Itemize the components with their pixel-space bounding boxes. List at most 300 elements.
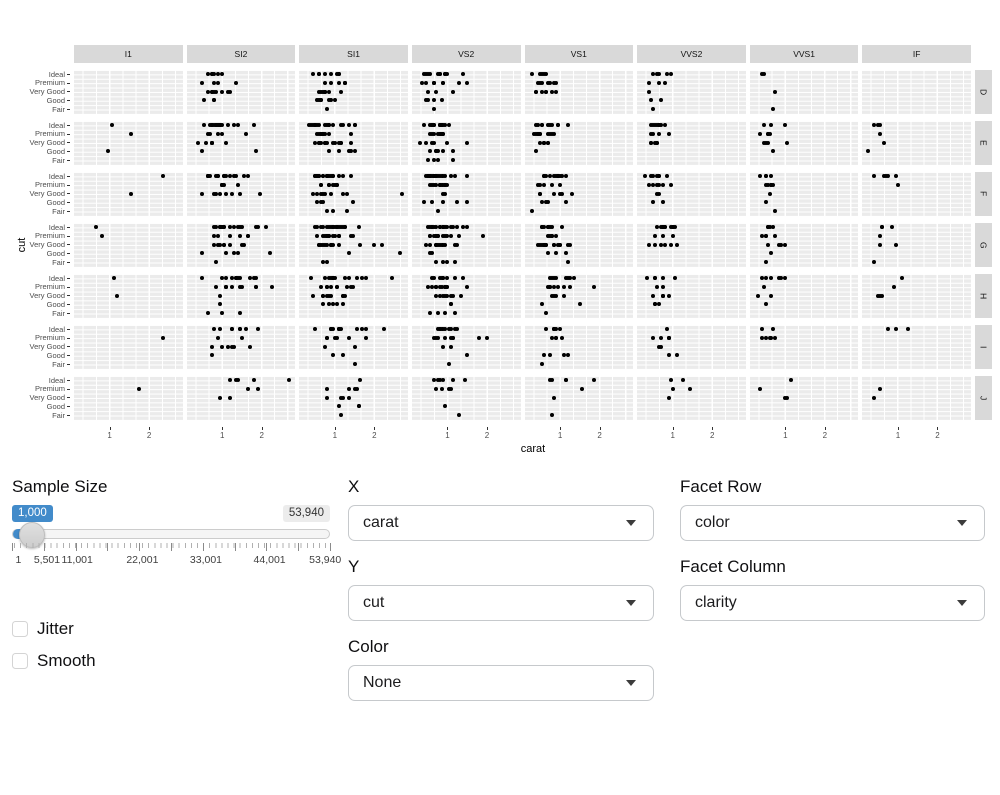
- data-point: [317, 123, 321, 127]
- data-point: [445, 260, 449, 264]
- facet-row-strip: J: [975, 376, 992, 420]
- color-select[interactable]: [348, 665, 654, 701]
- data-point: [651, 336, 655, 340]
- data-point: [327, 123, 331, 127]
- data-point: [449, 387, 453, 391]
- data-point: [564, 378, 568, 382]
- y-tick-label: Good: [8, 402, 70, 411]
- data-point: [236, 251, 240, 255]
- facet-row-select[interactable]: [680, 505, 985, 541]
- data-point: [441, 378, 445, 382]
- data-point: [534, 149, 538, 153]
- x-axis-tick: [222, 427, 223, 430]
- facet-panel-D-SI1: [299, 70, 408, 114]
- data-point: [358, 243, 362, 247]
- data-point: [364, 336, 368, 340]
- data-point: [449, 345, 453, 349]
- data-point: [329, 81, 333, 85]
- data-point: [657, 345, 661, 349]
- data-point: [432, 225, 436, 229]
- data-point: [544, 243, 548, 247]
- y-axis-title: cut: [16, 237, 28, 253]
- data-point: [534, 132, 538, 136]
- facet-panel-F-SI2: [187, 172, 296, 216]
- data-point: [234, 174, 238, 178]
- data-point: [657, 183, 661, 187]
- data-point: [436, 243, 440, 247]
- y-tick-label: Fair: [8, 156, 70, 165]
- data-point: [434, 294, 438, 298]
- x-axis-tick: [560, 427, 561, 430]
- y-tick-label: Ideal: [8, 274, 70, 283]
- data-point: [789, 378, 793, 382]
- data-point: [333, 141, 337, 145]
- data-point: [216, 174, 220, 178]
- data-point: [220, 276, 224, 280]
- y-tick-label: Ideal: [8, 172, 70, 181]
- slider-major-tick: [298, 543, 299, 551]
- facet-panel-D-SI2: [187, 70, 296, 114]
- data-point: [337, 243, 341, 247]
- data-point: [230, 327, 234, 331]
- data-point: [760, 327, 764, 331]
- x-tick-label: 1: [783, 431, 788, 440]
- facet-panel-H-VVS1: [750, 274, 859, 318]
- data-point: [333, 276, 337, 280]
- data-point: [465, 174, 469, 178]
- facet-panel-J-VS1: [525, 376, 634, 420]
- data-point: [580, 387, 584, 391]
- slider-column: [12, 477, 342, 683]
- data-point: [441, 200, 445, 204]
- data-point: [246, 387, 250, 391]
- data-point: [451, 90, 455, 94]
- data-point: [206, 132, 210, 136]
- data-point: [343, 294, 347, 298]
- data-point: [230, 345, 234, 349]
- data-point: [542, 183, 546, 187]
- data-point: [355, 276, 359, 280]
- facet-panel-E-VVS1: [750, 121, 859, 165]
- data-point: [540, 123, 544, 127]
- data-point: [434, 387, 438, 391]
- data-point: [880, 294, 884, 298]
- data-point: [773, 209, 777, 213]
- chevron-down-icon: [957, 600, 967, 606]
- x-tick-label: 2: [146, 431, 152, 440]
- data-point: [240, 336, 244, 340]
- data-point: [438, 225, 442, 229]
- y-axis-tick-labels: [8, 274, 70, 318]
- facet-panel-J-SI2: [187, 376, 296, 420]
- data-point: [432, 107, 436, 111]
- y-tick-label: Fair: [8, 411, 70, 420]
- facet-panel-D-VVS1: [750, 70, 859, 114]
- x-tick-label: 1: [670, 431, 675, 440]
- slider-major-tick: [76, 543, 77, 551]
- facet-panel-I-VVS1: [750, 325, 859, 369]
- data-point: [335, 183, 339, 187]
- facet-column-strip: VS1: [525, 45, 634, 63]
- slider-tick-label: 44,001: [253, 554, 286, 566]
- data-point: [647, 90, 651, 94]
- data-point: [226, 345, 230, 349]
- data-point: [441, 149, 445, 153]
- data-point: [238, 327, 242, 331]
- data-point: [331, 174, 335, 178]
- data-point: [238, 311, 242, 315]
- x-axis-tick: [110, 427, 111, 430]
- facet-panel-E-SI2: [187, 121, 296, 165]
- data-point: [270, 285, 274, 289]
- data-point: [453, 276, 457, 280]
- data-point: [137, 387, 141, 391]
- jitter-checkbox[interactable]: [12, 621, 28, 637]
- data-point: [424, 243, 428, 247]
- x-axis-tick: [262, 427, 263, 430]
- data-point: [240, 285, 244, 289]
- data-point: [560, 174, 564, 178]
- facet-row-select-label: Facet Row: [680, 477, 762, 496]
- facet-panel-I-IF: [862, 325, 971, 369]
- data-point: [220, 345, 224, 349]
- data-point: [240, 243, 244, 247]
- facet-panel-J-IF: [862, 376, 971, 420]
- data-point: [443, 72, 447, 76]
- data-point: [548, 353, 552, 357]
- facet-panel-H-SI2: [187, 274, 296, 318]
- data-point: [347, 387, 351, 391]
- data-point: [665, 327, 669, 331]
- x-axis: [412, 427, 521, 442]
- data-point: [358, 378, 362, 382]
- data-point: [323, 276, 327, 280]
- data-point: [347, 276, 351, 280]
- slider-tick-label: 53,940: [309, 554, 342, 566]
- data-point: [554, 336, 558, 340]
- data-point: [451, 225, 455, 229]
- data-point: [212, 225, 216, 229]
- data-point: [550, 294, 554, 298]
- facet-panel-I-VS2: [412, 325, 521, 369]
- data-point: [398, 251, 402, 255]
- data-point: [327, 149, 331, 153]
- data-point: [570, 192, 574, 196]
- data-point: [327, 294, 331, 298]
- data-point: [445, 225, 449, 229]
- facet-panel-E-VS2: [412, 121, 521, 165]
- data-point: [890, 225, 894, 229]
- data-point: [872, 174, 876, 178]
- jitter-checkbox-label[interactable]: Jitter: [37, 619, 74, 638]
- data-point: [882, 141, 886, 145]
- data-point: [550, 90, 554, 94]
- data-point: [321, 90, 325, 94]
- slider-track[interactable]: [12, 529, 330, 539]
- x-select-value: carat: [363, 514, 399, 531]
- data-point: [353, 387, 357, 391]
- data-point: [647, 183, 651, 187]
- data-point: [311, 72, 315, 76]
- data-point: [202, 98, 206, 102]
- x-axis: [525, 427, 634, 442]
- data-point: [242, 174, 246, 178]
- x-tick-label: 1: [557, 431, 563, 440]
- data-point: [424, 98, 428, 102]
- data-point: [353, 345, 357, 349]
- y-tick-label: Very Good: [8, 241, 70, 250]
- y-tick-label: Fair: [8, 258, 70, 267]
- data-point: [465, 285, 469, 289]
- facet-panel-J-VVS2: [637, 376, 746, 420]
- data-point: [441, 183, 445, 187]
- data-point: [766, 243, 770, 247]
- data-point: [349, 132, 353, 136]
- data-point: [252, 378, 256, 382]
- y-tick-label: Fair: [8, 207, 70, 216]
- data-point: [345, 285, 349, 289]
- data-point: [218, 396, 222, 400]
- sample-size-slider[interactable]: [12, 505, 342, 581]
- data-point: [228, 378, 232, 382]
- data-point: [372, 243, 376, 247]
- data-point: [226, 90, 230, 94]
- data-point: [321, 302, 325, 306]
- data-point: [232, 251, 236, 255]
- y-axis-tick-labels: [8, 325, 70, 369]
- data-point: [246, 234, 250, 238]
- data-point: [325, 336, 329, 340]
- data-point: [564, 174, 568, 178]
- data-point: [655, 192, 659, 196]
- data-point: [329, 243, 333, 247]
- data-point: [540, 81, 544, 85]
- slider-tick-label: 33,001: [189, 554, 223, 566]
- data-point: [771, 149, 775, 153]
- data-point: [538, 132, 542, 136]
- data-point: [382, 327, 386, 331]
- data-point: [337, 234, 341, 238]
- data-point: [220, 225, 224, 229]
- data-point: [438, 123, 442, 127]
- data-point: [645, 276, 649, 280]
- controls-panel: [12, 477, 1000, 717]
- data-point: [542, 174, 546, 178]
- data-point: [554, 294, 558, 298]
- x-axis: [74, 427, 183, 442]
- data-point: [200, 251, 204, 255]
- facet-panel-D-VS1: [525, 70, 634, 114]
- data-point: [542, 353, 546, 357]
- data-point: [661, 285, 665, 289]
- data-point: [204, 141, 208, 145]
- data-point: [546, 132, 550, 136]
- x-axis: [750, 427, 859, 442]
- data-point: [218, 302, 222, 306]
- data-point: [651, 132, 655, 136]
- data-point: [325, 396, 329, 400]
- data-point: [465, 353, 469, 357]
- data-point: [550, 234, 554, 238]
- data-point: [325, 107, 329, 111]
- y-axis-tick-labels: [8, 70, 70, 114]
- data-point: [643, 174, 647, 178]
- data-point: [649, 98, 653, 102]
- x-tick-label: 1: [332, 431, 338, 440]
- data-point: [200, 276, 204, 280]
- data-point: [335, 285, 339, 289]
- smooth-checkbox-label[interactable]: Smooth: [37, 651, 96, 670]
- data-point: [400, 192, 404, 196]
- x-select[interactable]: [348, 505, 654, 541]
- data-point: [647, 243, 651, 247]
- slider-major-tick: [107, 543, 108, 551]
- data-point: [756, 294, 760, 298]
- facet-row-strip: H: [975, 274, 992, 318]
- data-point: [453, 260, 457, 264]
- data-point: [335, 72, 339, 76]
- data-point: [449, 294, 453, 298]
- y-tick-label: Good: [8, 351, 70, 360]
- data-point: [206, 174, 210, 178]
- data-point: [212, 234, 216, 238]
- data-point: [758, 132, 762, 136]
- data-point: [771, 225, 775, 229]
- data-point: [769, 276, 773, 280]
- data-point: [254, 225, 258, 229]
- x-tick-label: 1: [219, 431, 225, 440]
- data-point: [218, 123, 222, 127]
- y-axis-tick-labels: [8, 121, 70, 165]
- data-point: [566, 276, 570, 280]
- smooth-checkbox[interactable]: [12, 653, 28, 669]
- data-point: [779, 276, 783, 280]
- data-point: [216, 81, 220, 85]
- data-point: [343, 276, 347, 280]
- data-point: [449, 234, 453, 238]
- data-point: [546, 251, 550, 255]
- data-point: [238, 234, 242, 238]
- data-point: [341, 353, 345, 357]
- data-point: [216, 336, 220, 340]
- sample-size-label: Sample Size: [12, 477, 108, 496]
- data-point: [315, 98, 319, 102]
- plot-corner: [975, 427, 992, 442]
- data-point: [540, 200, 544, 204]
- facet-panel-G-SI2: [187, 223, 296, 267]
- data-point: [441, 327, 445, 331]
- color-select-value: None: [363, 674, 402, 691]
- data-point: [329, 285, 333, 289]
- slider-major-tick: [12, 543, 13, 551]
- y-tick-label: Very Good: [8, 292, 70, 301]
- facet-column-select[interactable]: [680, 585, 985, 621]
- data-point: [669, 225, 673, 229]
- facet-panel-F-SI1: [299, 172, 408, 216]
- data-point: [455, 327, 459, 331]
- diamonds-explorer-app: [0, 45, 1000, 717]
- data-point: [238, 192, 242, 196]
- facet-plot: [8, 45, 992, 455]
- facet-column-strip: VVS2: [637, 45, 746, 63]
- data-point: [258, 192, 262, 196]
- data-point: [337, 141, 341, 145]
- facet-panel-H-VS1: [525, 274, 634, 318]
- x-axis-tick: [335, 427, 336, 430]
- data-point: [866, 149, 870, 153]
- facet-panel-D-VS2: [412, 70, 521, 114]
- data-point: [552, 81, 556, 85]
- data-point: [465, 225, 469, 229]
- data-point: [380, 243, 384, 247]
- facet-panel-J-I1: [74, 376, 183, 420]
- data-point: [657, 132, 661, 136]
- data-point: [432, 81, 436, 85]
- data-point: [461, 72, 465, 76]
- data-point: [214, 192, 218, 196]
- data-point: [550, 183, 554, 187]
- data-point: [443, 311, 447, 315]
- data-point: [321, 132, 325, 136]
- data-point: [323, 81, 327, 85]
- data-point: [430, 200, 434, 204]
- data-point: [447, 362, 451, 366]
- data-point: [769, 251, 773, 255]
- data-point: [430, 123, 434, 127]
- data-point: [319, 183, 323, 187]
- data-point: [894, 243, 898, 247]
- data-point: [592, 285, 596, 289]
- facet-panel-H-SI1: [299, 274, 408, 318]
- data-point: [196, 141, 200, 145]
- y-select[interactable]: [348, 585, 654, 621]
- y-tick-label: Fair: [8, 105, 70, 114]
- slider-major-tick: [330, 543, 331, 551]
- data-point: [560, 192, 564, 196]
- data-point: [323, 72, 327, 76]
- data-point: [766, 225, 770, 229]
- data-point: [364, 327, 368, 331]
- data-point: [246, 174, 250, 178]
- data-point: [558, 183, 562, 187]
- y-tick-label: Premium: [8, 232, 70, 241]
- data-point: [572, 276, 576, 280]
- data-point: [445, 141, 449, 145]
- x-axis-tick: [825, 427, 826, 430]
- data-point: [544, 311, 548, 315]
- data-point: [325, 174, 329, 178]
- y-tick-label: Fair: [8, 309, 70, 318]
- facet-panel-D-I1: [74, 70, 183, 114]
- data-point: [228, 234, 232, 238]
- data-point: [323, 345, 327, 349]
- data-point: [428, 234, 432, 238]
- data-point: [449, 336, 453, 340]
- data-point: [428, 243, 432, 247]
- data-point: [438, 72, 442, 76]
- data-point: [440, 132, 444, 136]
- facet-panel-E-VVS2: [637, 121, 746, 165]
- data-point: [542, 72, 546, 76]
- data-point: [226, 123, 230, 127]
- facet-panel-E-IF: [862, 121, 971, 165]
- data-point: [418, 141, 422, 145]
- data-point: [349, 174, 353, 178]
- data-point: [764, 200, 768, 204]
- data-point: [653, 243, 657, 247]
- data-point: [894, 174, 898, 178]
- data-point: [110, 123, 114, 127]
